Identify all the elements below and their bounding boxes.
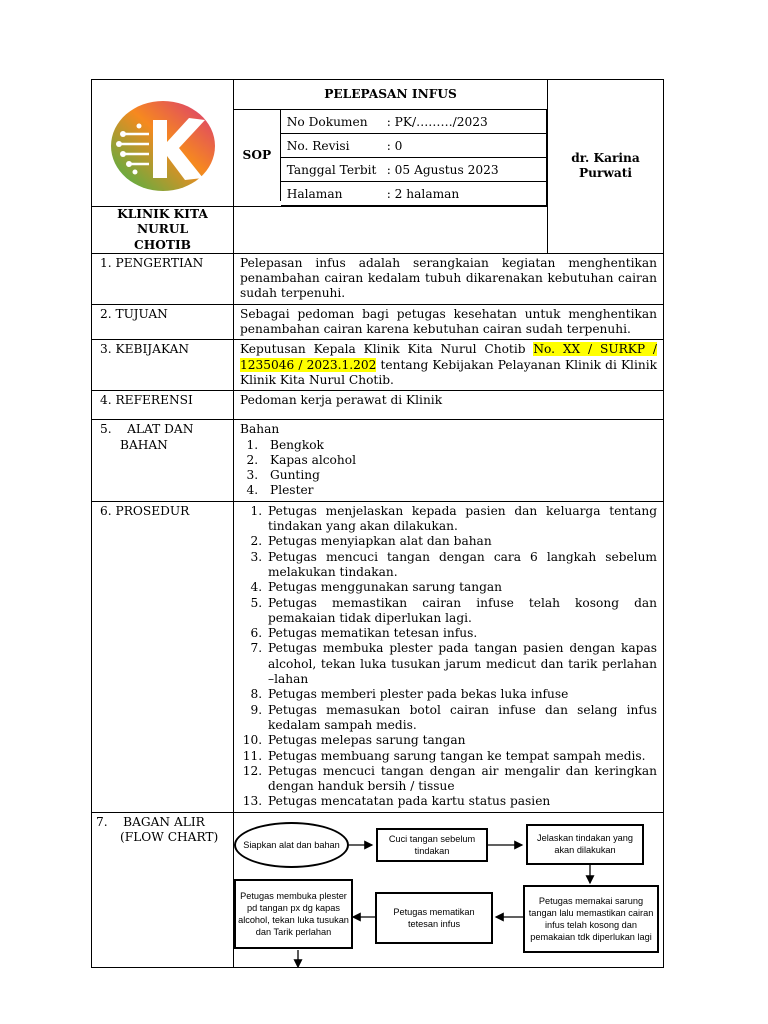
kebijakan-text-after: tentang Kebijakan Pelayanan Klinik di Klinik Klinik Kita Nurul Chotib. xyxy=(240,357,657,387)
tujuan-label: 2. TUJUAN xyxy=(92,304,234,340)
prosedur-step: 8. Petugas memberi plester pada bekas luka infuse xyxy=(266,687,657,702)
prosedur-step: 10. Petugas melepas sarung tangan xyxy=(266,733,657,748)
signatory-name: dr. Karina Purwati xyxy=(571,151,640,181)
prosedur-step: 2. Petugas menyiapkan alat dan bahan xyxy=(266,534,657,549)
signatory-cell xyxy=(548,80,664,254)
alat-heading: Bahan xyxy=(240,422,280,437)
alat-label-line2: BAHAN xyxy=(120,437,168,452)
revision-value: : 0 xyxy=(386,138,403,153)
alat-content xyxy=(234,420,664,501)
title-cell xyxy=(234,80,548,207)
doc-number-row xyxy=(281,110,547,134)
clinic-name: KLINIK KITA NURUL CHOTIB xyxy=(117,207,208,252)
alat-item: 2. Kapas alcohol xyxy=(262,453,657,468)
clinic-logo-icon xyxy=(109,98,217,194)
flow-node-explain: Jelaskan tindakan yang akan dilakukan xyxy=(526,824,644,865)
page-label: Halaman xyxy=(286,186,343,201)
kebijakan-text-before: Keputusan Kepala Klinik Kita Nurul Chotib xyxy=(240,342,534,357)
doc-info-table xyxy=(281,110,547,206)
prosedur-list xyxy=(240,504,657,810)
prosedur-step: 5. Petugas memastikan cairan infuse telah kosong dan pemakaian tidak diperlukan lagi. xyxy=(266,596,657,627)
revision-label: No. Revisi xyxy=(286,138,350,153)
alat-item: 4. Plester xyxy=(262,483,657,498)
empty-cell xyxy=(234,207,548,254)
flowchart xyxy=(234,813,663,966)
revision-row xyxy=(281,134,547,158)
referensi-text: Pedoman kerja perawat di Klinik xyxy=(234,391,664,420)
referensi-label: 4. REFERENSI xyxy=(92,391,234,420)
sop-title: PELEPASAN INFUS xyxy=(234,80,547,110)
clinic-logo xyxy=(109,98,217,194)
alat-label-line1: 5. ALAT DAN xyxy=(100,422,194,437)
bagan-label-line1: 7. BAGAN ALIR xyxy=(96,814,205,829)
flow-node-wash-hands: Cuci tangan sebelum tindakan xyxy=(376,828,488,862)
prosedur-step: 7. Petugas membuka plester pada tangan pasien dengan kapas alcohol, tekan luka tusukan jarum medicut dan tarik perlahan –lahan xyxy=(266,641,657,687)
issue-date-row xyxy=(281,158,547,182)
flow-node-stop-drip: Petugas mematikan tetesan infus xyxy=(375,892,493,944)
alat-list xyxy=(240,438,657,499)
prosedur-step: 4. Petugas menggunakan sarung tangan xyxy=(266,580,657,595)
prosedur-step: 11. Petugas membuang sarung tangan ke tempat sampah medis. xyxy=(266,749,657,764)
kebijakan-decree-number: No. XX / SURKP / 1235046 / 2023.1.202 xyxy=(240,342,658,372)
pengertian-label: 1. PENGERTIAN xyxy=(92,253,234,304)
sop-label: SOP xyxy=(234,110,281,201)
prosedur-step: 6. Petugas mematikan tetesan infus. xyxy=(266,626,657,641)
prosedur-step: 9. Petugas memasukan botol cairan infuse dan selang infus kedalam sampah medis. xyxy=(266,703,657,734)
clinic-name-cell xyxy=(92,207,234,254)
tujuan-text: Sebagai pedoman bagi petugas kesehatan untuk menghentikan penambahan cairan karena kebutuhan cairan sudah terpenuhi. xyxy=(234,304,664,340)
flow-node-prepare: Siapkan alat dan bahan xyxy=(234,822,349,868)
alat-item: 1. Bengkok xyxy=(262,438,657,453)
issue-date-value: : 05 Agustus 2023 xyxy=(386,162,499,177)
issue-date-label: Tanggal Terbit xyxy=(286,162,377,177)
logo-cell xyxy=(92,80,234,207)
alat-label xyxy=(92,420,234,501)
prosedur-step: 1. Petugas menjelaskan kepada pasien dan keluarga tentang tindakan yang akan dilakukan. xyxy=(266,504,657,535)
prosedur-label: 6. PROSEDUR xyxy=(92,501,234,812)
flow-node-gloves-check: Petugas memakai sarung tangan lalu memastikan cairan infus telah kosong dan pemakaian tdk diperlukan lagi xyxy=(523,885,659,953)
prosedur-step: 12. Petugas mencuci tangan dengan air mengalir dan keringkan dengan handuk bersih / tissue xyxy=(266,764,657,795)
sop-info-block xyxy=(234,110,547,206)
flowchart-cell xyxy=(234,812,664,967)
page-row xyxy=(281,182,547,206)
prosedur-content xyxy=(234,501,664,812)
doc-number-value: : PK/………/2023 xyxy=(386,114,488,129)
prosedur-step: 3. Petugas mencuci tangan dengan cara 6 langkah sebelum melakukan tindakan. xyxy=(266,550,657,581)
alat-item: 3. Gunting xyxy=(262,468,657,483)
kebijakan-label: 3. KEBIJAKAN xyxy=(92,340,234,391)
sop-table xyxy=(91,79,664,968)
flow-node-remove-plaster: Petugas membuka plester pd tangan px dg kapas alcohol, tekan luka tusukan dan Tarik perlahan xyxy=(234,879,353,949)
page-value: : 2 halaman xyxy=(386,186,460,201)
sop-document xyxy=(91,79,663,968)
pengertian-text: Pelepasan infus adalah serangkaian kegiatan menghentikan penambahan cairan kedalam tubuh dikarenakan kebutuhan cairan sudah terpenuhi. xyxy=(234,253,664,304)
bagan-label-line2: (FLOW CHART) xyxy=(120,829,219,844)
prosedur-step: 13. Petugas mencatatan pada kartu status pasien xyxy=(266,794,657,809)
doc-number-label: No Dokumen xyxy=(286,114,368,129)
bagan-label xyxy=(92,812,234,967)
kebijakan-text xyxy=(234,340,664,391)
